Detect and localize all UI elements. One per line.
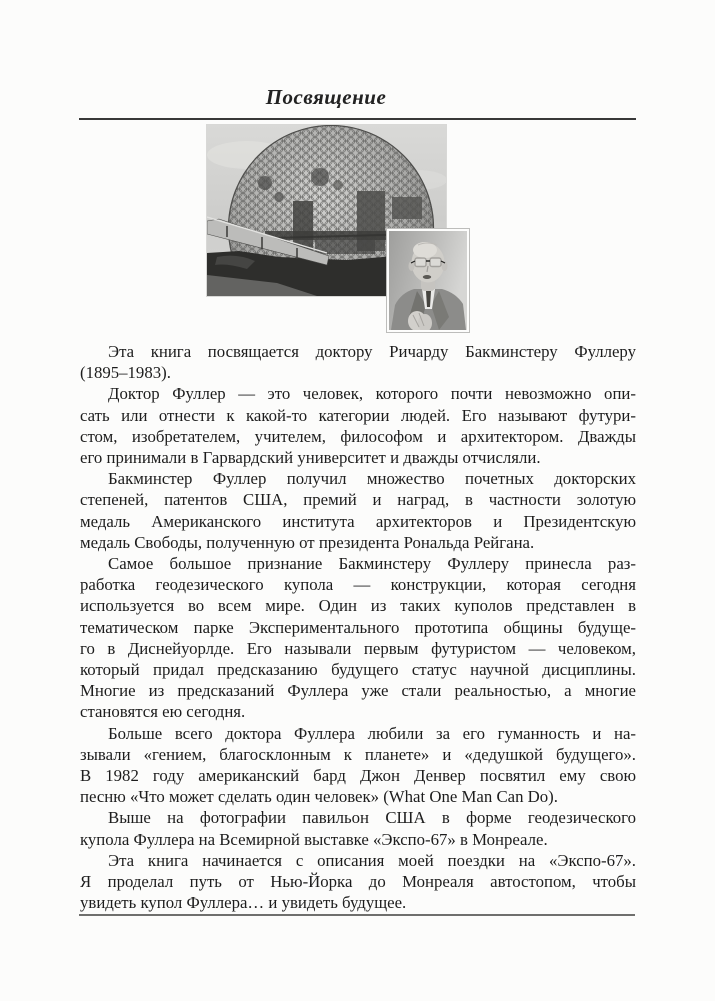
- text-line: который придал предсказанию будущего статус научной дисциплины.: [80, 660, 636, 680]
- text-line: Самое большое признание Бакминстеру Фуллеру принесла раз-: [108, 554, 636, 574]
- text-line: работка геодезического купола — конструкции, которая сегодня: [80, 575, 636, 595]
- text-line: степеней, патентов США, премий и наград, в частности золотую: [80, 490, 636, 510]
- text-line: купола Фуллера на Всемирной выставке «Экспо-67» в Монреале.: [80, 829, 548, 849]
- text-line: медаль Американского института архитекторов и Президентскую: [80, 511, 636, 531]
- fuller-portrait-photo: [387, 229, 469, 332]
- text-line: сать или отнести к какой-то категории людей. Его называют футури-: [80, 405, 636, 425]
- text-line: увидеть купол Фуллера… и увидеть будущее.: [80, 893, 407, 913]
- body-text: [80, 341, 636, 913]
- text-line: (1895–1983).: [80, 363, 171, 383]
- text-line: становятся ею сегодня.: [80, 702, 246, 722]
- paragraph: [80, 850, 636, 914]
- text-line: В 1982 году американский бард Джон Денвер посвятил ему свою: [80, 766, 636, 786]
- text-line: Бакминстер Фуллер получил множество почетных докторских: [108, 469, 636, 489]
- page-title: Посвящение: [265, 85, 387, 109]
- text-line: медаль Свободы, полученную от президента Рональда Рейгана.: [80, 532, 535, 552]
- footer-rule: [79, 914, 635, 916]
- paragraph: [80, 807, 636, 849]
- paragraph: [80, 723, 636, 808]
- fuller-portrait-illustration: [389, 231, 467, 330]
- text-line: Многие из предсказаний Фуллера уже стали реальностью, а многие: [80, 681, 636, 701]
- text-line: зывали «гением, благосклонным к планете» и «дедушкой будущего».: [80, 744, 636, 764]
- text-line: Доктор Фуллер — это человек, которого почти невозможно опи-: [108, 384, 636, 404]
- text-line: Больше всего доктора Фуллера любили за его гуманность и на-: [108, 723, 636, 743]
- text-line: тематическом парке Экспериментального прототипа общины будуще-: [80, 617, 636, 637]
- text-line: используется во всем мире. Один из таких куполов представлен в: [80, 596, 636, 616]
- paragraph: [80, 341, 636, 383]
- text-line: песню «Что может сделать один человек» (What One Man Can Do).: [80, 787, 558, 807]
- title-rule: [79, 118, 636, 120]
- text-line: Выше на фотографии павильон США в форме геодезического: [108, 808, 636, 828]
- text-line: Я проделал путь от Нью-Йорка до Монреаля автостопом, чтобы: [80, 872, 636, 892]
- text-line: его принимали в Гарвардский университет и дважды отчисляли.: [80, 448, 541, 468]
- paragraph: [80, 383, 636, 468]
- paragraph: [80, 468, 636, 553]
- text-line: Эта книга начинается с описания моей поездки на «Экспо-67».: [108, 850, 636, 870]
- paragraph: [80, 553, 636, 723]
- text-line: го в Диснейуорлде. Его называли первым футуристом — человеком,: [80, 638, 636, 658]
- text-line: Эта книга посвящается доктору Ричарду Бакминстеру Фуллеру: [108, 342, 636, 361]
- text-line: стом, изобретателем, учителем, философом и архитектором. Дважды: [80, 426, 636, 446]
